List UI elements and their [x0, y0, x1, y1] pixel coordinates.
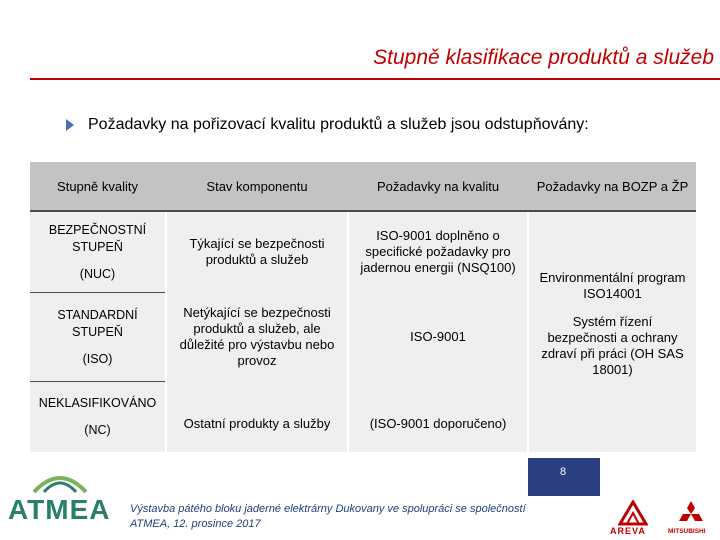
level-name: NEKLASIFIKOVÁNO: [38, 396, 157, 410]
level-abbr: (NUC): [79, 266, 116, 281]
mitsubishi-logo-icon: [676, 500, 706, 526]
cell-text: Systém řízení bezpečnosti a ochrany zdraví při práci (OH SAS 18001): [541, 314, 684, 377]
bullet-point: [66, 116, 589, 134]
cell-text: ISO-9001 doplněno o specifické požadavky pro jadernou energii (NSQ100): [360, 228, 516, 275]
areva-logo-icon: [618, 500, 648, 526]
table-row-iso-level: [30, 293, 165, 381]
footer-caption: Výstavba pátého bloku jaderné elektrárny Dukovany ve spolupráci se společností ATMEA, 12. prosince 2017: [130, 503, 526, 530]
areva-logo-text: AREVA: [610, 526, 646, 536]
level-name: BEZPEČNOSTNÍ STUPEŇ: [48, 222, 147, 254]
level-abbr: (ISO): [82, 351, 113, 366]
table-header-row: [30, 162, 696, 212]
triangle-bullet-icon: [66, 119, 74, 131]
table-cell-quality: [349, 382, 527, 466]
mitsubishi-logo-text: MITSUBISHI: [668, 528, 706, 535]
page-number: 8: [560, 466, 567, 478]
title-underline: [30, 78, 720, 80]
level-name: STANDARDNÍ STUPEŇ: [57, 307, 138, 339]
cell-text: ISO-9001: [410, 329, 466, 344]
header-quality-requirements: Požadavky na kvalitu: [376, 178, 500, 194]
cell-text: Netýkající se bezpečnosti produktů a služeb, ale důležité pro výstavbu nebo provoz: [179, 305, 335, 368]
header-bozp-requirements: Požadavky na BOZP a ŽP: [536, 178, 689, 194]
header-component-state: Stav komponentu: [206, 178, 308, 194]
header-quality-levels: Stupně kvality: [57, 178, 138, 194]
cell-text: (ISO-9001 doporučeno): [369, 416, 507, 431]
slide-title: Stupně klasifikace produktů a služeb: [373, 46, 714, 69]
table-cell-health-safety: [529, 310, 696, 382]
bullet-text: Požadavky na pořizovací kvalitu produktů a služeb jsou odstupňovány:: [88, 116, 589, 133]
table-cell-state: [167, 293, 347, 381]
table-cell-quality: [349, 293, 527, 381]
table-row-nuc-level: [30, 212, 165, 292]
table-cell-quality: [349, 212, 527, 292]
table-cell-state: [167, 212, 347, 292]
table-row-nc-level: [30, 382, 165, 452]
atmea-arc-icon: [30, 470, 90, 494]
table-cell-state: [167, 382, 347, 466]
cell-text: Ostatní produkty a služby: [183, 416, 331, 431]
cell-text: Environmentální program ISO14001: [539, 270, 686, 301]
level-abbr: (NC): [84, 423, 111, 437]
cell-text: Týkající se bezpečnosti produktů a služeb: [189, 236, 325, 267]
atmea-logo: ATMEA: [8, 494, 111, 525]
table-cell-environment: [529, 266, 696, 306]
classification-table: [30, 162, 696, 452]
